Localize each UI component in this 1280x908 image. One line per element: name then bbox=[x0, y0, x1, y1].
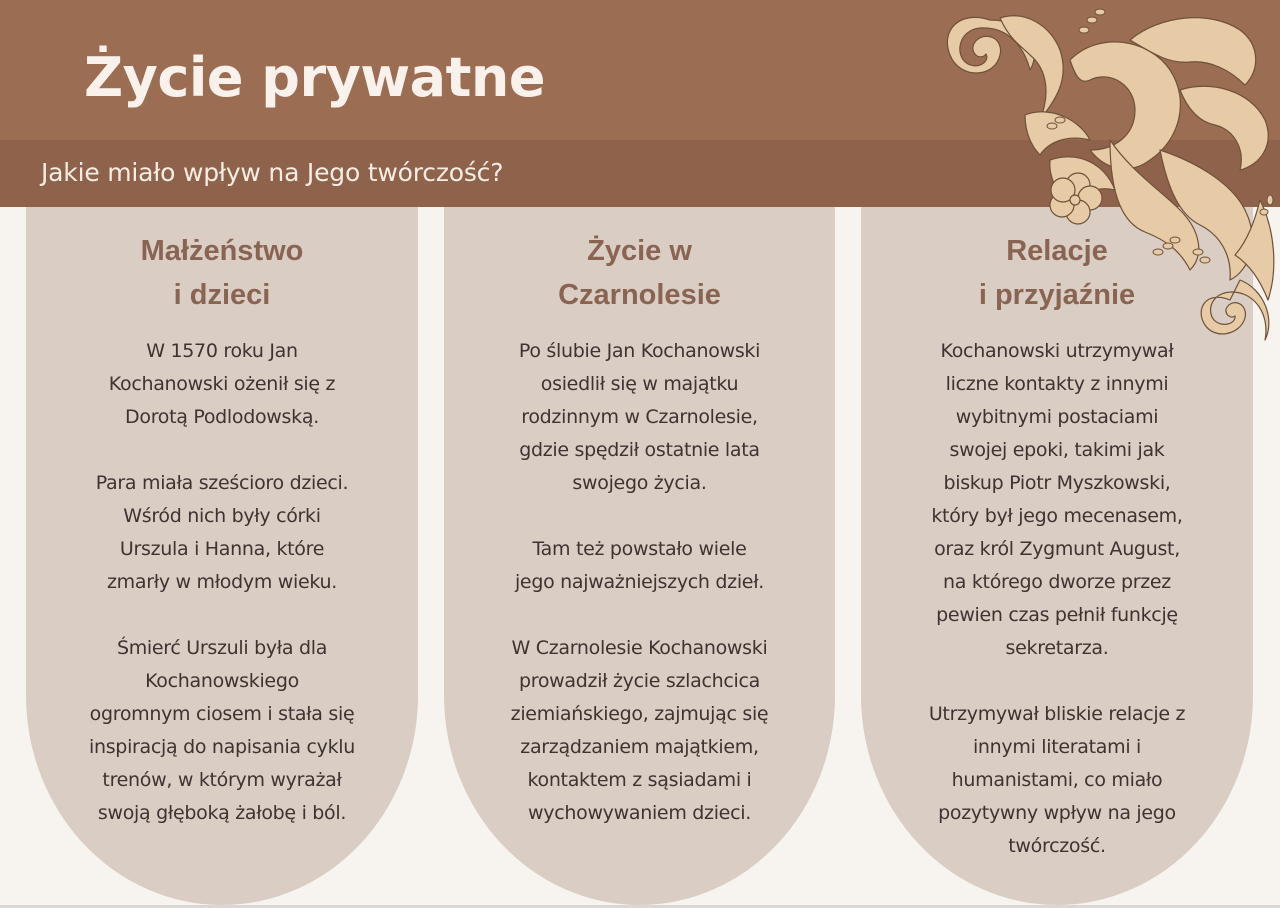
paragraph bbox=[861, 698, 1253, 863]
text-line: Tam też powstało wiele bbox=[532, 538, 747, 560]
text-line: gdzie spędził ostatnie lata bbox=[519, 439, 760, 461]
paragraph bbox=[444, 533, 835, 599]
card-title-line: Czarnolesie bbox=[558, 279, 721, 311]
card-body bbox=[26, 335, 418, 830]
card-title-line: i przyjaźnie bbox=[978, 279, 1136, 311]
text-line: Kochanowski utrzymywał bbox=[940, 340, 1174, 362]
paragraph bbox=[26, 467, 418, 599]
text-line: Dorotą Podlodowską. bbox=[125, 406, 319, 428]
text-line: Utrzymywał bliskie relacje z bbox=[928, 703, 1186, 725]
card-title bbox=[861, 229, 1253, 317]
card-body bbox=[444, 335, 835, 830]
card-title-line: Małżeństwo bbox=[140, 235, 304, 267]
text-line: Po ślubie Jan Kochanowski bbox=[518, 340, 761, 362]
text-line: humanistami, co miało bbox=[951, 769, 1163, 791]
text-line: liczne kontakty z innymi bbox=[945, 373, 1169, 395]
text-line: trenów, w którym wyrażał bbox=[102, 769, 342, 791]
text-line: wybitnymi postaciami bbox=[955, 406, 1159, 428]
text-line: sekretarza. bbox=[1005, 637, 1109, 659]
text-line: Kochanowskiego bbox=[145, 670, 299, 692]
text-line: Wśród nich były córki bbox=[123, 505, 321, 527]
text-line: na którego dworze przez bbox=[943, 571, 1171, 593]
paragraph bbox=[26, 632, 418, 830]
card-body bbox=[861, 335, 1253, 863]
text-line: prowadził życie szlachcica bbox=[519, 670, 760, 692]
text-line: W Czarnolesie Kochanowski bbox=[511, 637, 768, 659]
card-title bbox=[444, 229, 835, 317]
text-line: jego najważniejszych dzieł. bbox=[514, 571, 765, 593]
text-line: swoją głęboką żałobę i ból. bbox=[97, 802, 347, 824]
paragraph bbox=[26, 335, 418, 434]
text-line: ziemiańskiego, zajmując się bbox=[510, 703, 769, 725]
text-line: oraz król Zygmunt August, bbox=[934, 538, 1180, 560]
text-line: kontaktem z sąsiadami i bbox=[527, 769, 752, 791]
text-line: ogromnym ciosem i stała się bbox=[89, 703, 355, 725]
card-relations-and-friendships bbox=[861, 207, 1253, 905]
card-life-in-czarnolas bbox=[444, 207, 835, 905]
text-line: wychowywaniem dzieci. bbox=[528, 802, 751, 824]
text-line: Urszula i Hanna, które bbox=[119, 538, 325, 560]
text-line: Kochanowski ożenił się z bbox=[108, 373, 336, 395]
paragraph bbox=[444, 632, 835, 830]
text-line: pewien czas pełnił funkcję bbox=[936, 604, 1178, 626]
card-title-line: Relacje bbox=[1006, 235, 1108, 267]
card-title-line: i dzieci bbox=[173, 279, 271, 311]
card-title-line: Życie w bbox=[587, 235, 692, 267]
card-marriage-and-children bbox=[26, 207, 418, 905]
text-line: swojego życia. bbox=[572, 472, 707, 494]
paragraph bbox=[444, 335, 835, 500]
text-line: innymi literatami i bbox=[972, 736, 1142, 758]
text-line: twórczość. bbox=[1008, 835, 1106, 857]
text-line: rodzinnym w Czarnolesie, bbox=[521, 406, 758, 428]
text-line: biskup Piotr Myszkowski, bbox=[943, 472, 1171, 494]
text-line: swojej epoki, takimi jak bbox=[949, 439, 1165, 461]
text-line: zarządzaniem majątkiem, bbox=[520, 736, 759, 758]
text-line: osiedlił się w majątku bbox=[540, 373, 739, 395]
text-line: zmarły w młodym wieku. bbox=[107, 571, 337, 593]
text-line: W 1570 roku Jan bbox=[146, 340, 298, 362]
text-line: inspiracją do napisania cyklu bbox=[88, 736, 356, 758]
page-title: Życie prywatne bbox=[84, 46, 545, 109]
paragraph bbox=[861, 335, 1253, 665]
text-line: Śmierć Urszuli była dla bbox=[116, 637, 328, 659]
card-title bbox=[26, 229, 418, 317]
text-line: który był jego mecenasem, bbox=[931, 505, 1183, 527]
page-subtitle: Jakie miało wpływ na Jego twórczość? bbox=[41, 158, 504, 187]
text-line: pozytywny wpływ na jego bbox=[938, 802, 1176, 824]
text-line: Para miała sześcioro dzieci. bbox=[95, 472, 349, 494]
